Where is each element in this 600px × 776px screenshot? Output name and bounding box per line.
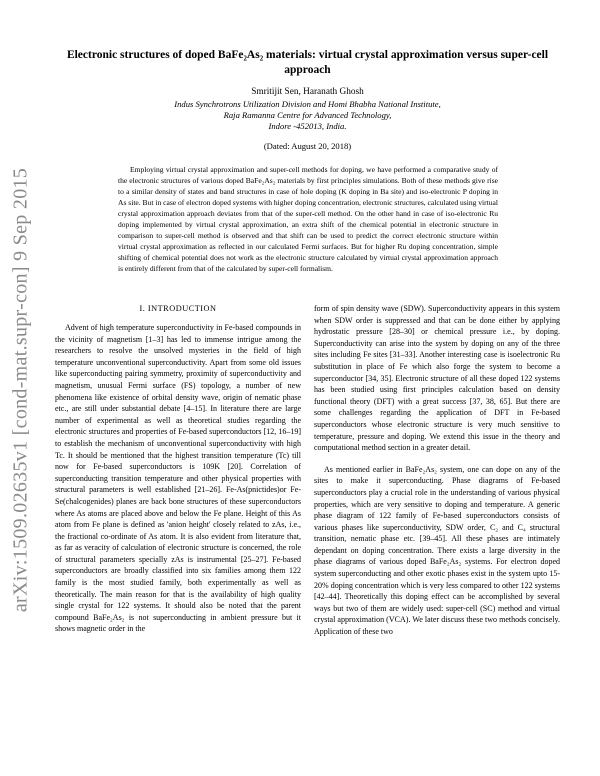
section-heading: I. INTRODUCTION [139, 304, 217, 313]
intro-paragraph: form of spin density wave (SDW). Superconductivity appears in this system when SDW order is suppressed and that can be done either by applying hydrostatic pressure [28–30] or chemical pressure i.e., by doping. Superconductivity can arise into the system by doping on any of the three sites including Fe sites [31–33]. Another interesting case is isoelectronic Ru substitution in place of Fe which also forge the system to become a superconductor [34, 35]. Electronic structure of all these doped 122 systems has been studied using first principles calculation based on density functional theory (DFT) with a great success [37, 38, 65]. But there are some challenges regarding the application of DFT in Fe-based superconductors whose electronic structure is very much sensitive to temperature, pressure and doping. We extend this issue in the theory and computational method section in a greater detail. [314, 304, 560, 453]
date-line: (Dated: August 20, 2018) [263, 141, 352, 151]
arxiv-identifier[interactable]: arXiv:1509.02635v1 [cond-mat.supr-con] 9 Sep 2015 [9, 167, 32, 613]
affiliation-line: Raja Ramanna Centre for Advanced Technology, [223, 110, 392, 120]
affiliation-line: Indus Synchrotrons Utilization Division and Homi Bhabha National Institute, [174, 99, 441, 109]
affiliation [55, 99, 560, 132]
left-column [55, 322, 301, 635]
author-list: Smritijit Sen, Haranath Ghosh [251, 87, 364, 97]
intro-paragraph: As mentioned earlier in BaFe₂As₂ system, one can dope on any of the sites to make it superconducting. Phase diagrams of Fe-based superconductors play a crucial role in the understanding of various physical properties, which are very sensitive to doping and temperature. A generic phase diagram of 122 family of Fe-based superconductors consists of various phases like superconductivity, SDW order, C₂ and C₄ structural transition, nematic phase etc. [39–45]. All these phases are intimately dependant on doping concentration. There exists a large diversity in the phase diagrams of various doped BaFe₂As₂ systems. For electron doped system superconducting and other exotic phases exist in the system upto 15-20% doping concentration which is very less compared to other 122 systems [42–44]. Theoretically this doping effect can be accomplished by several ways but two of them are widely used: super-cell (SC) method and virtual crystal approximation (VCA). We later discuss these two methods concisely. Application of these two [314, 464, 560, 637]
paper-title: Electronic structures of doped BaFe₂As₂ materials: virtual crystal approximation versus super-cell approach [66, 49, 549, 76]
arxiv-stamp [6, 140, 36, 640]
intro-paragraph: Advent of high temperature superconductivity in Fe-based compounds in the vicinity of magnetism [1–3] has led to immense intrigue among the researchers to resolve the unsolved mysteries in the field of high temperature unconventional superconductivity. Apart from some old issues like superconducting pairing symmetry, proximity of superconductivity and magnetism, unusual Fermi surface (FS) topology, a number of new phenomena like existence of orbital density wave, origin of nematic phase etc., are still under substantial debate [4–15]. In literature there are large number of experimental as well as theoretical studies regarding the electronic structures and properties of Fe-based superconductors [12, 16–19] to establish the mechanism of unconventional superconductivity with high Tc. It should be mentioned that the highest transition temperature (Tc) till now for Fe-based superconductors is 109K [20]. Correlation of superconducting transition temperature and other physical properties with structural parameters is well established [21–26]. Fe-As(pnictides)or Fe-Se(chalcogenides) planes are back bone structures of these superconductors where As atoms are placed above and below the Fe plane. Height of this As atom from Fe plane is defined as 'anion height' closely related to zAs, i.e., the fractional co-ordinate of As atom. It is also evident from literature that, as far as veracity of calculation of electronic structure is concerned, the role of structural parameters specially zAs is instrumental [25–27]. Fe-based superconductors are broadly classified into six families among them 122 family is the most studied family, both experimentally as well as theoretically. The main reason for that is the availability of high quality single crystal for 122 systems. It should also be noted that the parent compound BaFe₂As₂ is not superconducting in ambient pressure but it shows magnetic order in the [55, 323, 301, 634]
affiliation-line: Indore -452013, India. [268, 121, 347, 131]
right-column [314, 303, 560, 638]
abstract: Employing virtual crystal approximation and super-cell methods for doping, we have performed a comparative study of the electronic structures of various doped BaFe₂As₂ materials by first principles simulations. Both of these methods give rise to a similar density of states and band structures in case of hole doping (K doping in Ba site) and iso-electronic P doping in As site. But in case of electron doped systems with higher doping concentration, electronic structures, calculated using virtual crystal approximation approach deviates from that of the super-cell method. On the other hand in case of iso-electronic Ru doping implemented by virtual crystal approximation, an extra shift of the chemical potential in electronic structure in comparison to super-cell method is observed and that shift can be used to predict the correct electronic structure within virtual crystal approximation as reflected in our calculated Fermi surfaces. But for higher Ru doping concentration, simple shifting of chemical potential does not work as the electronic structure calculated by virtual crystal approximation approach is entirely different from that of the calculated by super-cell formalism. [118, 164, 498, 273]
